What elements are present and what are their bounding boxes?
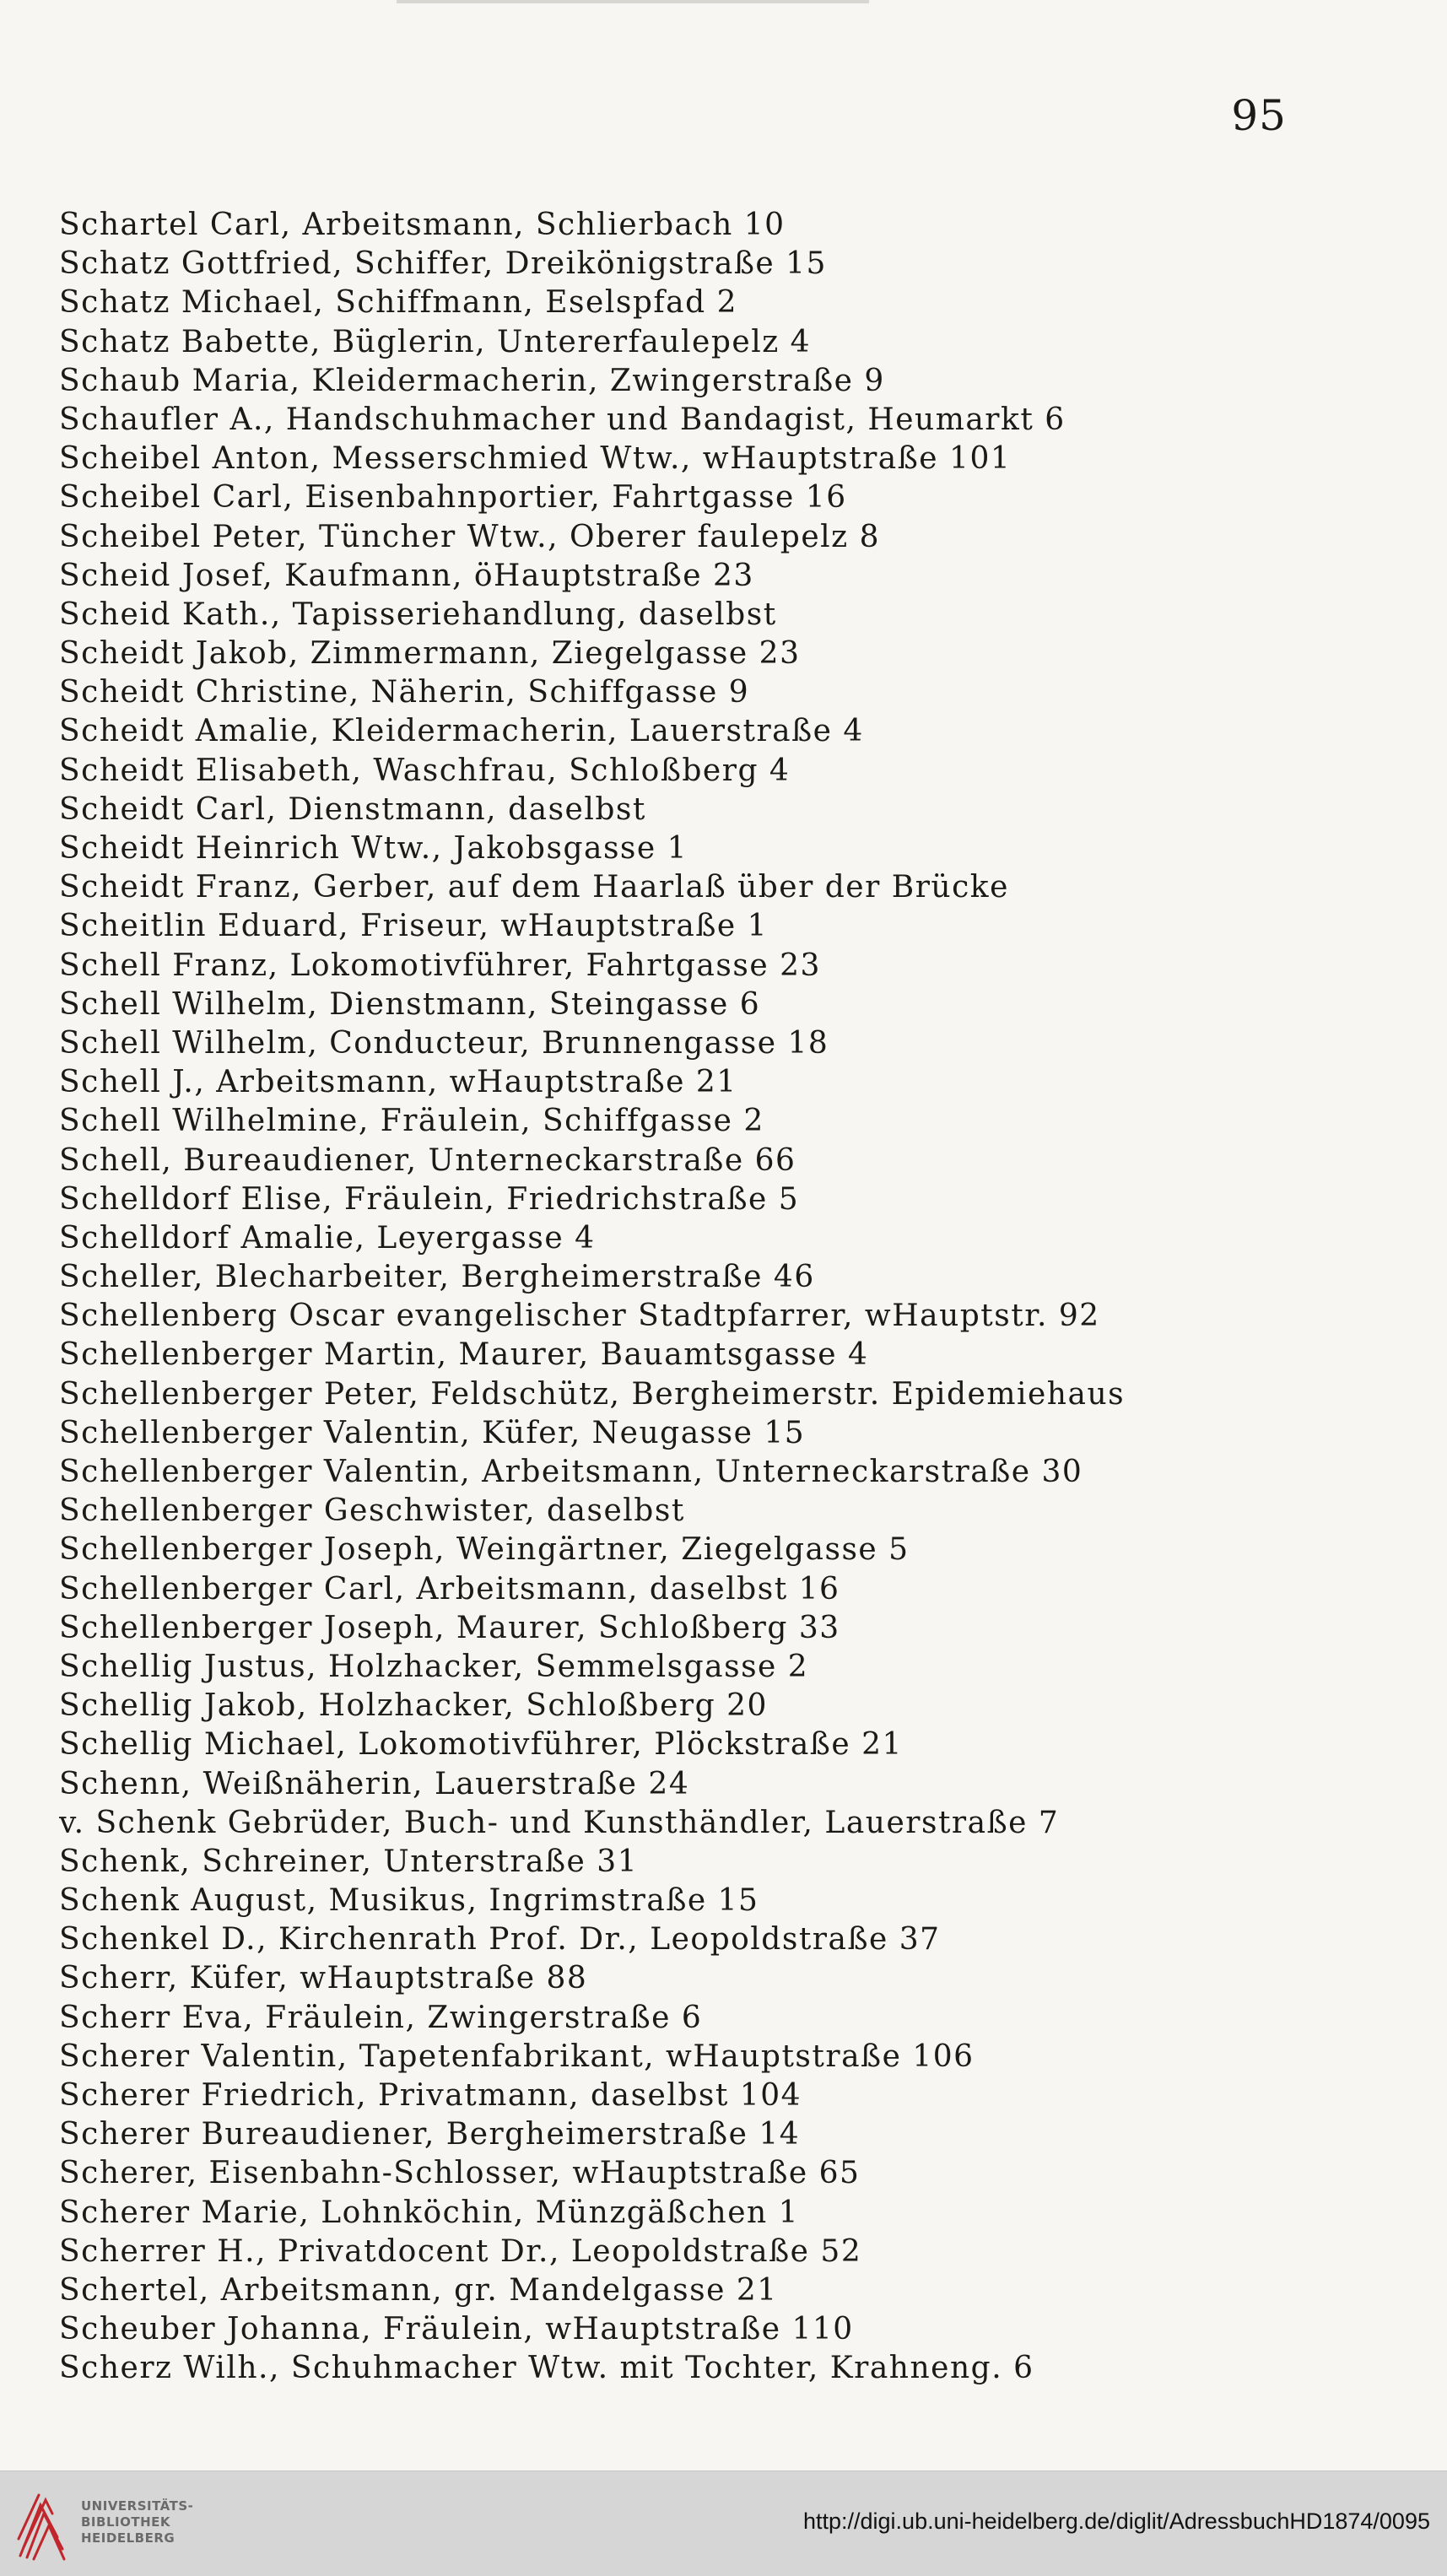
directory-entry: Schell Wilhelm, Dienstmann, Steingasse 6 xyxy=(59,986,761,1022)
directory-entry: Schaub Maria, Kleidermacherin, Zwingerstraße 9 xyxy=(59,363,885,398)
directory-entry: Scherz Wilh., Schuhmacher Wtw. mit Tochter, Krahneng. 6 xyxy=(59,2351,1034,2386)
directory-entry: Scherer, Eisenbahn-Schlosser, wHauptstraße 65 xyxy=(59,2156,861,2191)
directory-entry: Scheid Kath., Tapisseriehandlung, daselbst xyxy=(59,597,777,632)
directory-entry: Scherrer H., Privatdocent Dr., Leopoldstraße 52 xyxy=(59,2233,862,2269)
directory-entry: Schellenberger Martin, Maurer, Bauamtsgasse 4 xyxy=(59,1337,869,1373)
directory-entry: Schellenberger Joseph, Maurer, Schloßberg 33 xyxy=(59,1610,840,1645)
directory-entry: v. Schenk Gebrüder, Buch- und Kunsthändler, Lauerstraße 7 xyxy=(59,1805,1060,1840)
directory-entry: Schell, Bureaudiener, Unterneckarstraße 66 xyxy=(59,1142,796,1178)
directory-entry: Schellenberger Carl, Arbeitsmann, daselbst 16 xyxy=(59,1571,840,1607)
directory-entry: Scheidt Elisabeth, Waschfrau, Schloßberg 4 xyxy=(59,753,791,788)
directory-entry: Scheibel Carl, Eisenbahnportier, Fahrtgasse 16 xyxy=(59,480,847,516)
directory-entry: Scheibel Peter, Tüncher Wtw., Oberer faulepelz 8 xyxy=(59,519,880,554)
directory-entry: Scherr Eva, Fräulein, Zwingerstraße 6 xyxy=(59,2000,703,2035)
directory-entry: Schertel, Arbeitsmann, gr. Mandelgasse 21 xyxy=(59,2272,778,2308)
directory-entry: Scheid Josef, Kaufmann, öHauptstraße 23 xyxy=(59,558,754,593)
directory-entry: Schatz Michael, Schiffmann, Eselspfad 2 xyxy=(59,285,738,321)
directory-entry: Schellig Michael, Lokomotivführer, Plöckstraße 21 xyxy=(59,1727,903,1763)
directory-entry: Schelldorf Amalie, Leyergasse 4 xyxy=(59,1220,596,1256)
directory-entry: Scheidt Heinrich Wtw., Jakobsgasse 1 xyxy=(59,831,688,866)
directory-entry: Schellenberger Valentin, Küfer, Neugasse 15 xyxy=(59,1415,806,1450)
directory-entry: Schell Wilhelm, Conducteur, Brunnengasse 18 xyxy=(59,1025,829,1061)
directory-entry: Schellig Justus, Holzhacker, Semmelsgasse 2 xyxy=(59,1649,809,1684)
directory-entry: Schaufler A., Handschuhmacher und Bandagist, Heumarkt 6 xyxy=(59,402,1066,437)
directory-entry: Schenn, Weißnäherin, Lauerstraße 24 xyxy=(59,1766,690,1801)
page-top-edge xyxy=(397,0,869,3)
directory-entry: Schellig Jakob, Holzhacker, Schloßberg 20 xyxy=(59,1688,768,1724)
directory-entry: Schenk August, Musikus, Ingrimstraße 15 xyxy=(59,1883,759,1919)
directory-entry: Scheidt Franz, Gerber, auf dem Haarlaß über der Brücke xyxy=(59,870,1009,905)
directory-entry: Scheidt Christine, Näherin, Schiffgasse 9 xyxy=(59,675,750,710)
university-library-logo-icon xyxy=(15,2488,67,2561)
directory-entry: Schenk, Schreiner, Unterstraße 31 xyxy=(59,1844,639,1879)
directory-entry: Schellenberger Geschwister, daselbst xyxy=(59,1493,685,1529)
directory-entry: Scheidt Amalie, Kleidermacherin, Lauerstraße 4 xyxy=(59,714,864,749)
directory-entry: Scherr, Küfer, wHauptstraße 88 xyxy=(59,1961,588,1996)
directory-entry: Scherer Friedrich, Privatmann, daselbst 104 xyxy=(59,2078,802,2113)
directory-entry: Scheidt Jakob, Zimmermann, Ziegelgasse 23 xyxy=(59,636,801,672)
library-footer-bar xyxy=(0,2471,1447,2576)
source-url-link[interactable]: http://digi.ub.uni-heidelberg.de/diglit/AdressbuchHD1874/0095 xyxy=(802,2508,1430,2534)
directory-entry: Scheidt Carl, Dienstmann, daselbst xyxy=(59,791,646,827)
directory-entry: Schellenberger Joseph, Weingärtner, Ziegelgasse 5 xyxy=(59,1532,910,1568)
directory-entry: Schartel Carl, Arbeitsmann, Schlierbach 10 xyxy=(59,208,786,242)
directory-entry: Schell Franz, Lokomotivführer, Fahrtgasse 23 xyxy=(59,948,821,983)
directory-entry: Scheller, Blecharbeiter, Bergheimerstraße 46 xyxy=(59,1260,815,1295)
library-name-line: UNIVERSITÄTS- xyxy=(81,2498,194,2514)
directory-entry: Scheitlin Eduard, Friseur, wHauptstraße 1 xyxy=(59,909,769,944)
directory-entry: Schell J., Arbeitsmann, wHauptstraße 21 xyxy=(59,1065,737,1100)
directory-entry: Scheuber Johanna, Fräulein, wHauptstraße 110 xyxy=(59,2312,854,2347)
directory-entry: Scheibel Anton, Messerschmied Wtw., wHauptstraße 101 xyxy=(59,441,1012,477)
library-name xyxy=(81,2498,193,2546)
library-name-line: HEIDELBERG xyxy=(81,2530,175,2546)
library-name-line: BIBLIOTHEK xyxy=(81,2514,170,2530)
directory-entry: Scherer Marie, Lohnköchin, Münzgäßchen 1 xyxy=(59,2195,800,2230)
directory-entry: Schellenberger Peter, Feldschütz, Bergheimerstr. Epidemiehaus xyxy=(59,1376,1126,1412)
directory-entry: Schenkel D., Kirchenrath Prof. Dr., Leopoldstraße 37 xyxy=(59,1922,941,1958)
directory-entry: Schell Wilhelmine, Fräulein, Schiffgasse 2 xyxy=(59,1104,764,1139)
directory-entry: Schelldorf Elise, Fräulein, Friedrichstraße 5 xyxy=(59,1181,800,1217)
directory-entry: Schatz Babette, Büglerin, Untererfaulepelz 4 xyxy=(59,324,812,359)
directory-entries xyxy=(59,206,1409,2389)
directory-entry: Schatz Gottfried, Schiffer, Dreikönigstraße 15 xyxy=(59,246,827,282)
directory-entry: Scherer Valentin, Tapetenfabrikant, wHauptstraße 106 xyxy=(59,2039,975,2074)
directory-entry: Schellenberg Oscar evangelischer Stadtpfarrer, wHauptstr. 92 xyxy=(59,1299,1100,1334)
directory-entry: Schellenberger Valentin, Arbeitsmann, Unterneckarstraße 30 xyxy=(59,1455,1083,1489)
directory-entry: Scherer Bureaudiener, Bergheimerstraße 14 xyxy=(59,2117,801,2152)
page-number: 95 xyxy=(1231,91,1287,140)
